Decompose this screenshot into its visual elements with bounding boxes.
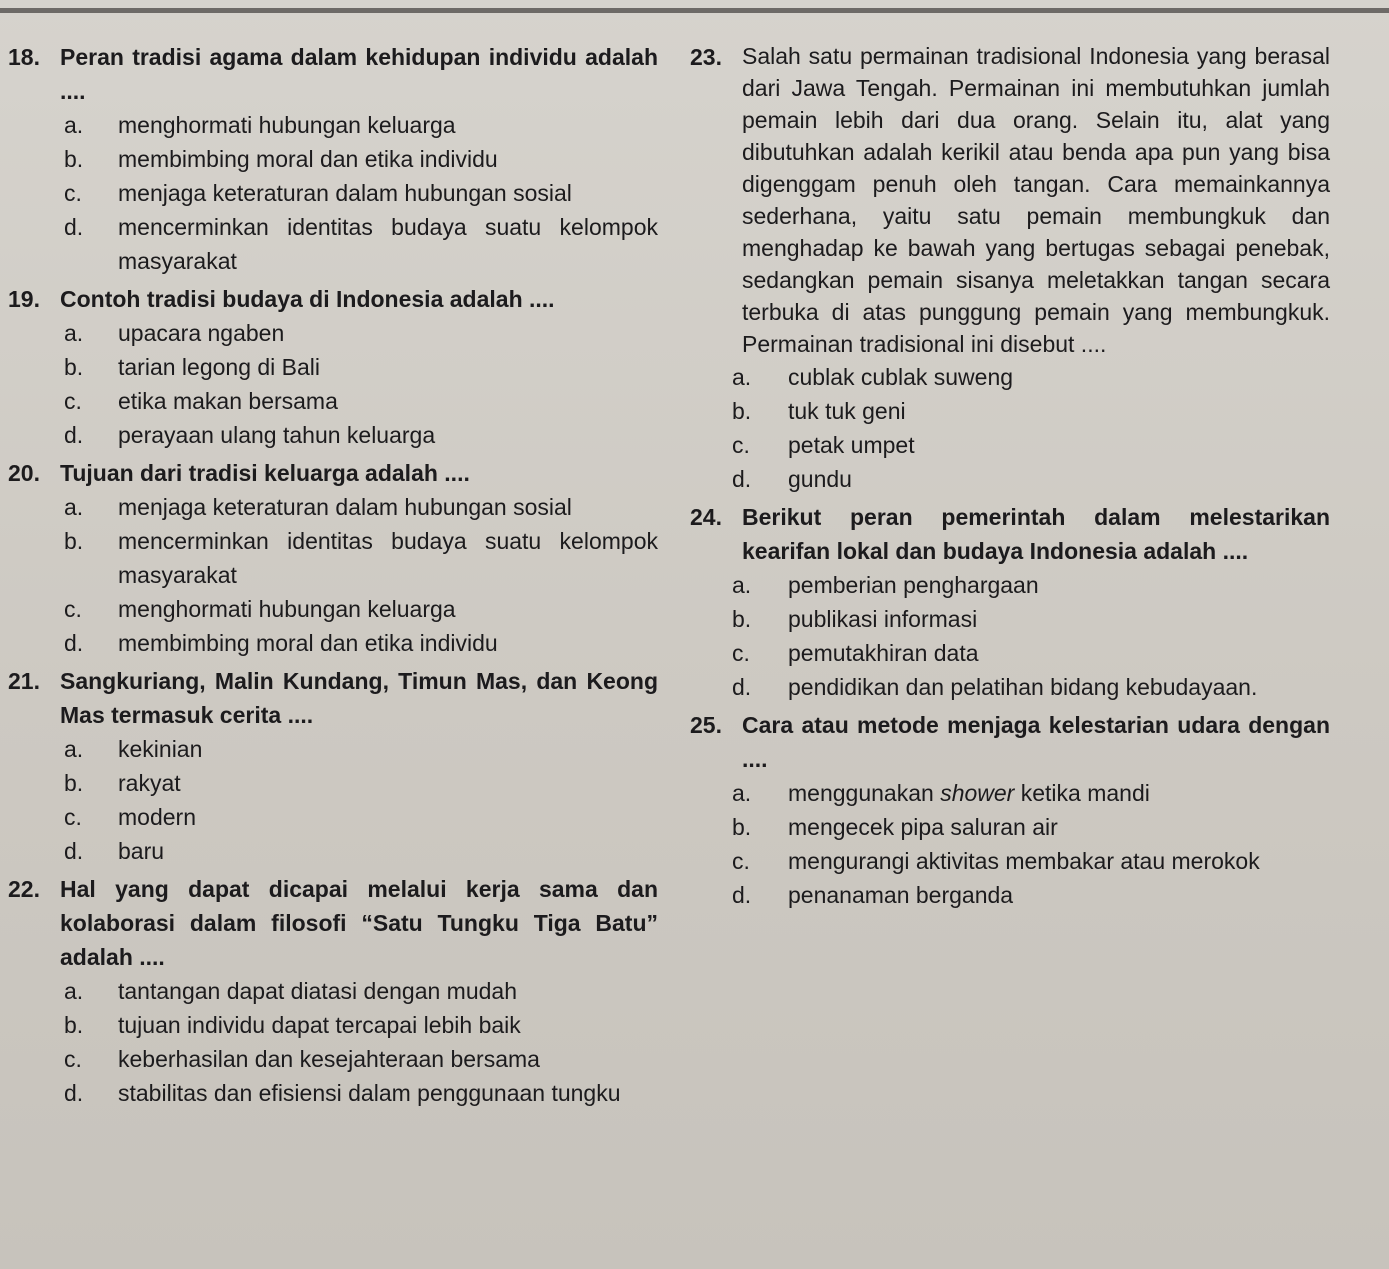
option-text: mencerminkan identitas budaya suatu kelompok masyarakat [118, 528, 658, 588]
question-22 [8, 872, 658, 1110]
option-text: tarian legong di Bali [118, 354, 321, 380]
option-letter: c. [64, 804, 82, 830]
option-text: upacara ngaben [118, 320, 285, 346]
option-letter: d. [732, 882, 752, 908]
option-text: petak umpet [788, 432, 915, 458]
option-text: cublak cublak suweng [788, 364, 1014, 390]
option-a [64, 732, 658, 766]
option-text: membimbing moral dan etika individu [118, 146, 498, 172]
option-c [64, 176, 658, 210]
option-text: tantangan dapat diatasi dengan mudah [118, 978, 517, 1004]
option-d [64, 418, 658, 452]
option-letter: a. [64, 112, 84, 138]
option-a [64, 974, 658, 1008]
option-letter: d. [64, 422, 84, 448]
question-25 [690, 708, 1330, 912]
option-letter: a. [732, 572, 752, 598]
question-text: Hal yang dapat dicapai melalui kerja sama dan kolaborasi dalam filosofi “Satu Tungku Tiga Batu” adalah .... [60, 876, 658, 970]
option-a [732, 776, 1330, 810]
question-21 [8, 664, 658, 868]
option-text: penanaman berganda [788, 882, 1014, 908]
option-letter: d. [64, 1080, 84, 1106]
italic-word: shower [940, 780, 1015, 806]
option-text: pemutakhiran data [788, 640, 979, 666]
option-text: mengecek pipa saluran air [788, 814, 1058, 840]
option-a [64, 108, 658, 142]
option-letter: d. [732, 466, 752, 492]
option-letter: b. [64, 1012, 84, 1038]
option-c [64, 1042, 658, 1076]
option-c [732, 428, 1330, 462]
option-text: menghormati hubungan keluarga [118, 596, 456, 622]
option-letter: a. [64, 736, 84, 762]
option-letter: c. [64, 596, 82, 622]
option-d [732, 878, 1330, 912]
option-b [64, 1008, 658, 1042]
question-text: Berikut peran pemerintah dalam melestarikan kearifan lokal dan budaya Indonesia adalah .... [742, 504, 1330, 564]
option-letter: b. [732, 398, 752, 424]
option-text: baru [118, 838, 165, 864]
option-letter: a. [64, 978, 84, 1004]
question-text: Contoh tradisi budaya di Indonesia adalah .... [60, 286, 555, 312]
option-letter: a. [732, 780, 752, 806]
option-d [64, 626, 658, 660]
option-text: keberhasilan dan kesejahteraan bersama [118, 1046, 540, 1072]
option-text: menggunakan shower ketika mandi [788, 780, 1150, 806]
option-letter: c. [64, 1046, 82, 1072]
option-text: publikasi informasi [788, 606, 978, 632]
option-b [732, 602, 1330, 636]
question-20 [8, 456, 658, 660]
option-b [64, 350, 658, 384]
question-number: 19. [8, 286, 40, 312]
option-letter: d. [64, 630, 84, 656]
question-24 [690, 500, 1330, 704]
option-letter: a. [64, 494, 84, 520]
option-a [732, 568, 1330, 602]
option-letter: b. [732, 814, 752, 840]
option-text: pendidikan dan pelatihan bidang kebudayaan. [788, 674, 1258, 700]
option-text: tuk tuk geni [788, 398, 906, 424]
option-text: tujuan individu dapat tercapai lebih baik [118, 1012, 521, 1038]
option-text: perayaan ulang tahun keluarga [118, 422, 436, 448]
question-text: Sangkuriang, Malin Kundang, Timun Mas, dan Keong Mas termasuk cerita .... [60, 668, 658, 728]
question-text: Tujuan dari tradisi keluarga adalah .... [60, 460, 470, 486]
question-text: Cara atau metode menjaga kelestarian udara dengan .... [742, 712, 1330, 772]
right-column [690, 40, 1330, 916]
option-a [732, 360, 1330, 394]
option-c [732, 636, 1330, 670]
question-number: 20. [8, 460, 40, 486]
option-a [64, 316, 658, 350]
question-23 [690, 40, 1330, 496]
option-text: mencerminkan identitas budaya suatu kelompok masyarakat [118, 214, 658, 274]
option-c [64, 384, 658, 418]
option-text: etika makan bersama [118, 388, 338, 414]
option-text: menjaga keteraturan dalam hubungan sosial [118, 180, 572, 206]
option-d [64, 1076, 658, 1110]
option-d [64, 210, 658, 278]
option-letter: a. [64, 320, 84, 346]
option-b [64, 766, 658, 800]
option-letter: d. [64, 214, 84, 240]
option-d [732, 670, 1330, 704]
question-number: 24. [690, 504, 722, 530]
question-number: 23. [690, 44, 722, 70]
question-text: Salah satu permainan tradisional Indonesia yang berasal dari Jawa Tengah. Permainan ini membutuhkan jumlah pemain lebih dari dua orang. Selain itu, alat yang dibutuhkan adalah kerikil atau benda apa pun yang bisa digenggam penuh oleh tangan. Cara memainkannya sederhana, yaitu satu pemain membungkuk dan menghadap ke bawah yang bertugas sebagai penebak, sedangkan pemain sisanya meletakkan tangan secara terbuka di atas punggung pemain yang membungkuk. Permainan tradisional ini disebut .... [742, 43, 1330, 357]
option-text: rakyat [118, 770, 181, 796]
option-letter: c. [732, 848, 750, 874]
option-text: pemberian penghargaan [788, 572, 1039, 598]
option-a [64, 490, 658, 524]
option-letter: d. [732, 674, 752, 700]
option-text: menghormati hubungan keluarga [118, 112, 456, 138]
option-c [732, 844, 1330, 878]
option-text: membimbing moral dan etika individu [118, 630, 498, 656]
option-text: mengurangi aktivitas membakar atau merokok [788, 848, 1260, 874]
question-text: Peran tradisi agama dalam kehidupan individu adalah .... [60, 44, 658, 104]
option-b [732, 394, 1330, 428]
question-18 [8, 40, 658, 278]
option-text: menjaga keteraturan dalam hubungan sosial [118, 494, 572, 520]
option-d [732, 462, 1330, 496]
option-letter: b. [732, 606, 752, 632]
question-19 [8, 282, 658, 452]
option-d [64, 834, 658, 868]
option-text: kekinian [118, 736, 203, 762]
page-edge-line [0, 8, 1389, 13]
option-text: gundu [788, 466, 852, 492]
option-letter: d. [64, 838, 84, 864]
left-column [8, 40, 658, 1114]
question-number: 21. [8, 668, 40, 694]
option-letter: c. [64, 180, 82, 206]
option-letter: b. [64, 528, 84, 554]
option-letter: b. [64, 354, 84, 380]
option-c [64, 800, 658, 834]
option-letter: c. [732, 432, 750, 458]
option-b [64, 142, 658, 176]
question-number: 25. [690, 712, 722, 738]
question-number: 22. [8, 876, 40, 902]
question-number: 18. [8, 44, 40, 70]
option-b [64, 524, 658, 592]
option-letter: b. [64, 770, 84, 796]
option-text: stabilitas dan efisiensi dalam penggunaan tungku [118, 1080, 621, 1106]
option-letter: a. [732, 364, 752, 390]
option-letter: c. [64, 388, 82, 414]
option-text: modern [118, 804, 196, 830]
option-letter: b. [64, 146, 84, 172]
option-letter: c. [732, 640, 750, 666]
option-c [64, 592, 658, 626]
option-b [732, 810, 1330, 844]
